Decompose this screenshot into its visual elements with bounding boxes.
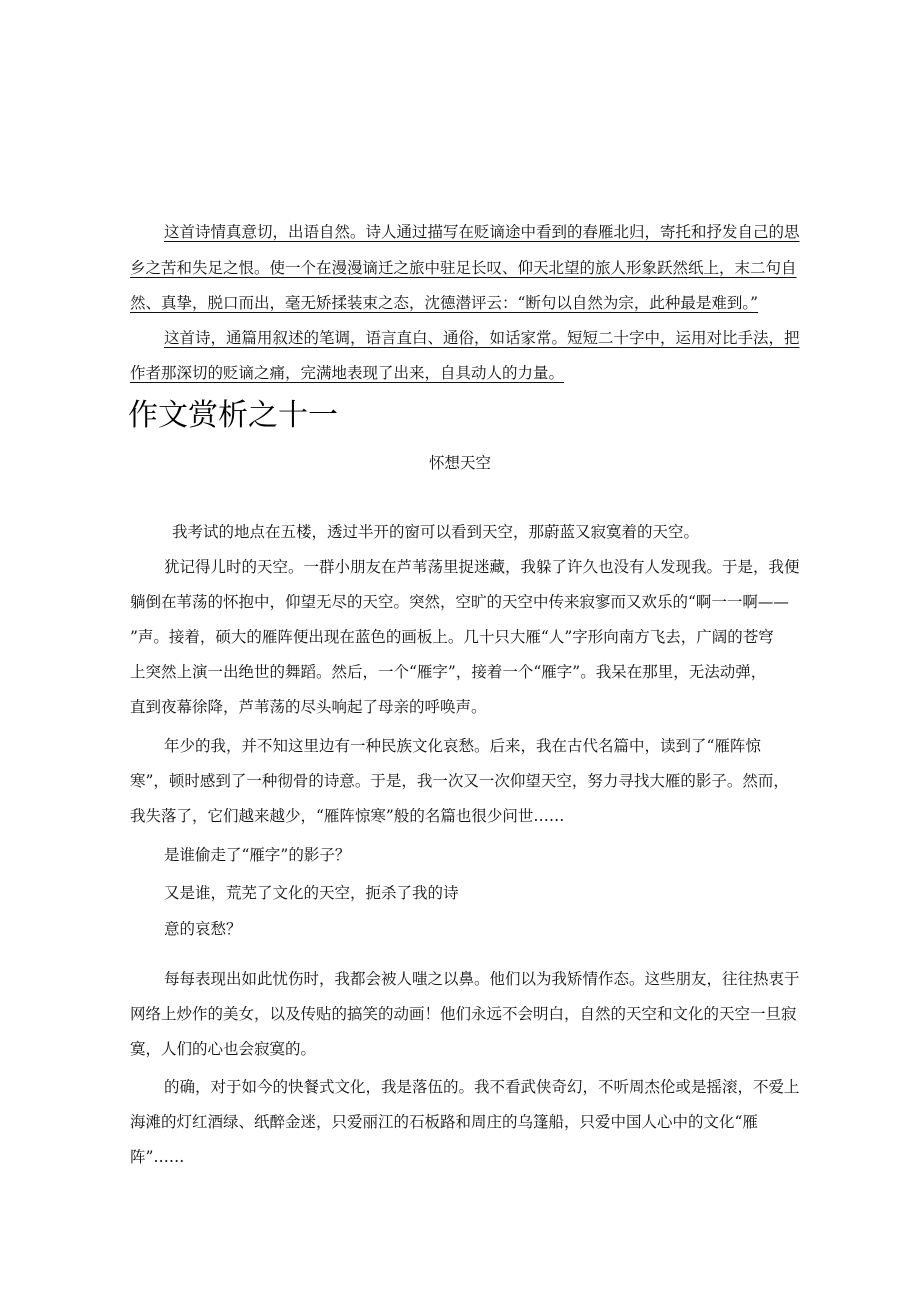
commentary-line-2: 乡之苦和失足之恨。使一个在漫漫谪迁之旅中驻足长叹、仰天北望的旅人形象跃然纸上，末二句自 — [130, 259, 797, 277]
essay-line: 直到夜幕徐降，芦苇荡的尽头响起了母亲的呼唤声。 — [130, 698, 487, 716]
essay-line: 意的哀愁？ — [164, 920, 242, 938]
essay-line: 年少的我，并不知这里边有一种民族文化哀愁。后来，我在古代名篇中，读到了“雁阵惊 — [164, 737, 761, 755]
essay-line: 海滩的灯红酒绿、纸醉金迷，只爱丽江的石板路和周庄的乌篷船，只爱中国人心中的文化“雁 — [130, 1113, 758, 1131]
essay-line: 的确，对于如今的快餐式文化，我是落伍的。我不看武侠奇幻，不听周杰伦或是摇滚，不爱上 — [164, 1078, 800, 1096]
commentary-line-1: 这首诗情真意切，出语自然。诗人通过描写在贬谪途中看到的春雁北归，寄托和抒发自己的思 — [164, 223, 800, 241]
essay-line: ”声。接着，硕大的雁阵便出现在蓝色的画板上。几十只大雁“人”字形向南方飞去，广阔的苍穹 — [130, 628, 774, 646]
commentary-line-3: 然、真挚，脱口而出，毫无矫揉装束之态，沈德潜评云：“断句以自然为宗，此种最是难到。” — [130, 294, 759, 312]
essay-line: 我考试的地点在五楼，透过半开的窗可以看到天空，那蔚蓝又寂寞着的天空。 — [172, 523, 700, 541]
commentary-line-5: 作者那深切的贬谪之痛，完满地表现了出来，自具动人的力量。 — [130, 364, 565, 382]
essay-line: 躺倒在苇荡的怀抱中，仰望无尽的天空。突然，空旷的天空中传来寂寥而又欢乐的“啊一一啊—— — [130, 593, 789, 611]
essay-line: 我失落了，它们越来越少，“雁阵惊寒”般的名篇也很少问世…… — [130, 807, 565, 825]
essay-line: 寒”，顿时感到了一种彻骨的诗意。于是，我一次又一次仰望天空，努力寻找大雁的影子。然而， — [130, 772, 789, 790]
essay-line: 网络上炒作的美女，以及传贴的搞笑的动画！他们永远不会明白，自然的天空和文化的天空一旦寂 — [130, 1005, 797, 1023]
essay-line: 又是谁，荒芜了文化的天空，扼杀了我的诗 — [164, 884, 459, 902]
commentary-line-4: 这首诗，通篇用叙述的笔调，语言直白、通俗，如话家常。短短二十字中，运用对比手法，把 — [164, 329, 800, 347]
essay-line: 阵”…… — [130, 1148, 185, 1166]
essay-line: 犹记得儿时的天空。一群小朋友在芦苇荡里捉迷藏，我躲了许久也没有人发现我。于是，我便 — [164, 558, 800, 576]
section-title: 作文赏析之十一 — [128, 398, 338, 433]
essay-line: 是谁偷走了“雁字”的影子？ — [164, 846, 351, 864]
essay-title: 怀想天空 — [428, 454, 491, 472]
essay-line: 寞，人们的心也会寂寞的。 — [130, 1040, 317, 1058]
essay-line: 每每表现出如此忧伤时，我都会被人嗤之以鼻。他们以为我矫情作态。这些朋友，往往热衷于 — [164, 970, 800, 988]
essay-line: 上突然上演一出绝世的舞蹈。然后，一个“雁字”，接着一个“雁字”。我呆在那里，无法动弹， — [130, 663, 767, 681]
